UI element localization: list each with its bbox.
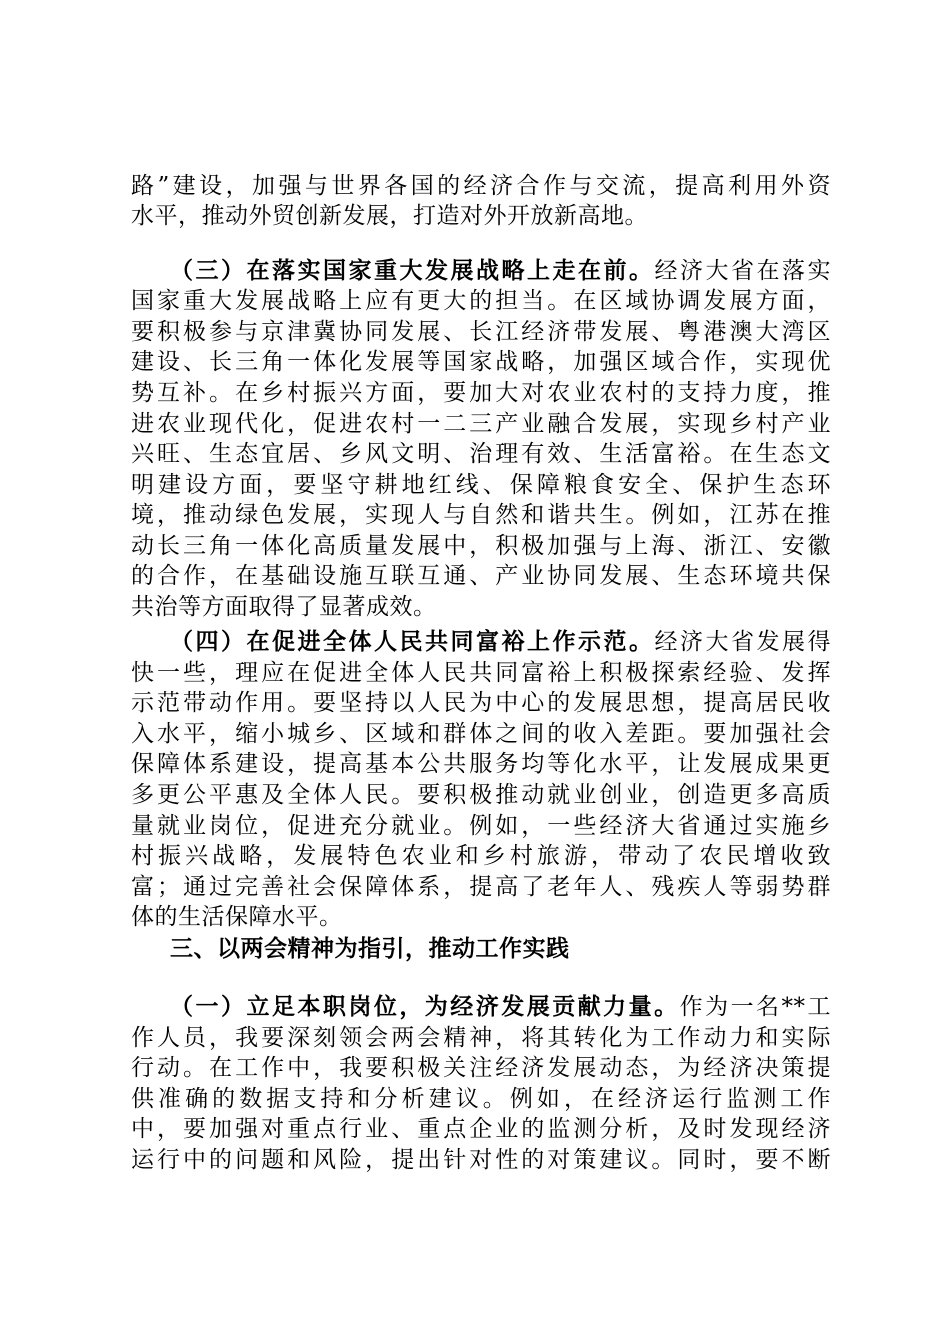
paragraph-line: 共治等方面取得了显著成效。 — [131, 594, 437, 620]
paragraph-text: 作为一名**工 — [679, 994, 832, 1020]
paragraph-text: 经济大省发展得 — [654, 629, 831, 655]
paragraph-line: 多更公平惠及全体人民。要积极推动就业创业，创造更多高质 — [131, 782, 831, 808]
section-title: 三、以两会精神为指引，推动工作实践 — [170, 935, 570, 962]
paragraph-heading: （四）在促进全体人民共同富裕上作示范。 — [170, 628, 655, 655]
paragraph-text: 经济大省在落实 — [654, 258, 831, 284]
paragraph-line: 量就业岗位，促进充分就业。例如，一些经济大省通过实施乡 — [131, 813, 831, 839]
paragraph-line: 作人员，我要深刻领会两会精神，将其转化为工作动力和实际 — [131, 1025, 831, 1051]
paragraph-line: 村振兴战略，发展特色农业和乡村旅游，带动了农民增收致 — [131, 843, 831, 869]
paragraph-heading: （一）立足本职岗位，为经济发展贡献力量。 — [170, 993, 680, 1020]
paragraph-line: 快一些，理应在促进全体人民共同富裕上积极探索经验、发挥 — [131, 660, 831, 686]
paragraph-heading: （三）在落实国家重大发展战略上走在前。 — [170, 257, 655, 284]
paragraph-line: 富；通过完善社会保障体系，提高了老年人、残疾人等弱势群 — [131, 874, 831, 900]
paragraph-line: 水平，推动外贸创新发展，打造对外开放新高地。 — [131, 203, 648, 229]
paragraph-line: 势互补。在乡村振兴方面，要加大对农业农村的支持力度，推 — [131, 380, 831, 406]
paragraph-line: 入水平，缩小城乡、区域和群体之间的收入差距。要加强社会 — [131, 721, 831, 747]
paragraph-line: 行动。在工作中，我要积极关注经济发展动态，为经济决策提 — [131, 1055, 831, 1081]
paragraph-line: 国家重大发展战略上应有更大的担当。在区域协调发展方面， — [131, 288, 831, 314]
paragraph-line: 进农业现代化，促进农村一二三产业融合发展，实现乡村产业 — [131, 411, 831, 437]
paragraph-line: 境，推动绿色发展，实现人与自然和谐共生。例如，江苏在推 — [131, 502, 831, 528]
paragraph-line: 示范带动作用。要坚持以人民为中心的发展思想，提高居民收 — [131, 690, 831, 716]
paragraph-line: 体的生活保障水平。 — [131, 904, 343, 930]
paragraph-line: 明建设方面，要坚守耕地红线、保障粮食安全、保护生态环 — [131, 472, 831, 498]
paragraph-line: 要积极参与京津冀协同发展、长江经济带发展、粤港澳大湾区 — [131, 319, 831, 345]
paragraph-line: 路”建设，加强与世界各国的经济合作与交流，提高利用外资 — [131, 173, 831, 199]
paragraph-line: 运行中的问题和风险，提出针对性的对策建议。同时，要不断 — [131, 1147, 831, 1173]
paragraph-line: 供准确的数据支持和分析建议。例如，在经济运行监测工作 — [131, 1086, 831, 1112]
paragraph-line: 动长三角一体化高质量发展中，积极加强与上海、浙江、安徽 — [131, 533, 831, 559]
paragraph-line: 兴旺、生态宜居、乡风文明、治理有效、生活富裕。在生态文 — [131, 441, 831, 467]
paragraph-line: 中，要加强对重点行业、重点企业的监测分析，及时发现经济 — [131, 1116, 831, 1142]
paragraph-line: 建设、长三角一体化发展等国家战略，加强区域合作，实现优 — [131, 349, 831, 375]
paragraph-line: 的合作，在基础设施互联互通、产业协同发展、生态环境共保 — [131, 563, 831, 589]
paragraph-line: 保障体系建设，提高基本公共服务均等化水平，让发展成果更 — [131, 751, 831, 777]
